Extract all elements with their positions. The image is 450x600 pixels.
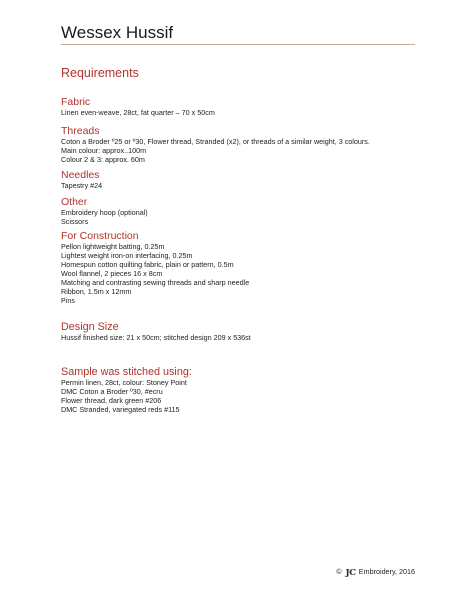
sample-line: Permin linen, 28ct, colour: Stoney Point <box>61 378 187 387</box>
title-divider <box>61 44 415 45</box>
section-fabric <box>61 96 421 117</box>
construction-line: Ribbon, 1.5m x 12mm <box>61 287 132 296</box>
section-threads <box>61 125 421 164</box>
construction-line: Lightest weight iron-on interfacing, 0.25m <box>61 251 193 260</box>
other-line: Embroidery hoop (optional) <box>61 208 148 217</box>
construction-line: Pins <box>61 296 75 305</box>
copyright-text: Embroidery, 2016 <box>358 567 415 576</box>
sample-lines <box>61 378 421 414</box>
sample-heading: Sample was stitched using: <box>61 366 192 378</box>
design-size-line: Hussif finished size: 21 x 50cm; stitched design 209 x 536st <box>61 333 251 342</box>
threads-heading: Threads <box>61 125 100 137</box>
other-line: Scissors <box>61 217 89 226</box>
construction-line: Matching and contrasting sewing threads and sharp needle <box>61 278 250 287</box>
needles-heading: Needles <box>61 169 100 181</box>
threads-line: Coton a Broder º25 or º30, Flower thread, Stranded (x2), or threads of a similar weight, 3 colours. <box>61 137 370 146</box>
section-needles <box>61 169 421 190</box>
jc-logo-icon: JC <box>345 567 356 577</box>
construction-line: Pellon lightweight batting, 0.25m <box>61 242 165 251</box>
construction-line: Wool flannel, 2 pieces 16 x 8cm <box>61 269 163 278</box>
requirements-heading: Requirements <box>61 66 139 80</box>
section-construction <box>61 230 421 305</box>
fabric-heading: Fabric <box>61 96 91 108</box>
sample-line: DMC Coton a Broder º30, #ecru <box>61 387 163 396</box>
construction-lines <box>61 242 421 305</box>
needles-line: Tapestry #24 <box>61 181 103 190</box>
section-other <box>61 196 421 226</box>
construction-line: Homespun cotton quilting fabric, plain or pattern, 0.5m <box>61 260 234 269</box>
design-size-heading: Design Size <box>61 321 119 333</box>
construction-heading: For Construction <box>61 230 139 242</box>
sample-line: DMC Stranded, variegated reds #115 <box>61 405 180 414</box>
threads-lines <box>61 137 421 164</box>
needles-lines <box>61 181 421 190</box>
other-lines <box>61 208 421 226</box>
page-title: Wessex Hussif <box>61 23 174 42</box>
copyright-footer <box>336 567 415 577</box>
section-design-size <box>61 321 421 342</box>
section-sample <box>61 366 421 414</box>
threads-line: Main colour: approx..100m <box>61 146 147 155</box>
threads-line: Colour 2 & 3: approx. 60m <box>61 155 145 164</box>
fabric-line: Linen even-weave, 28ct, fat quarter – 70 x 50cm <box>61 108 215 117</box>
other-heading: Other <box>61 196 88 208</box>
fabric-lines <box>61 108 421 117</box>
copyright-symbol: © <box>336 567 342 576</box>
sample-line: Flower thread, dark green #206 <box>61 396 162 405</box>
design-size-lines <box>61 333 421 342</box>
